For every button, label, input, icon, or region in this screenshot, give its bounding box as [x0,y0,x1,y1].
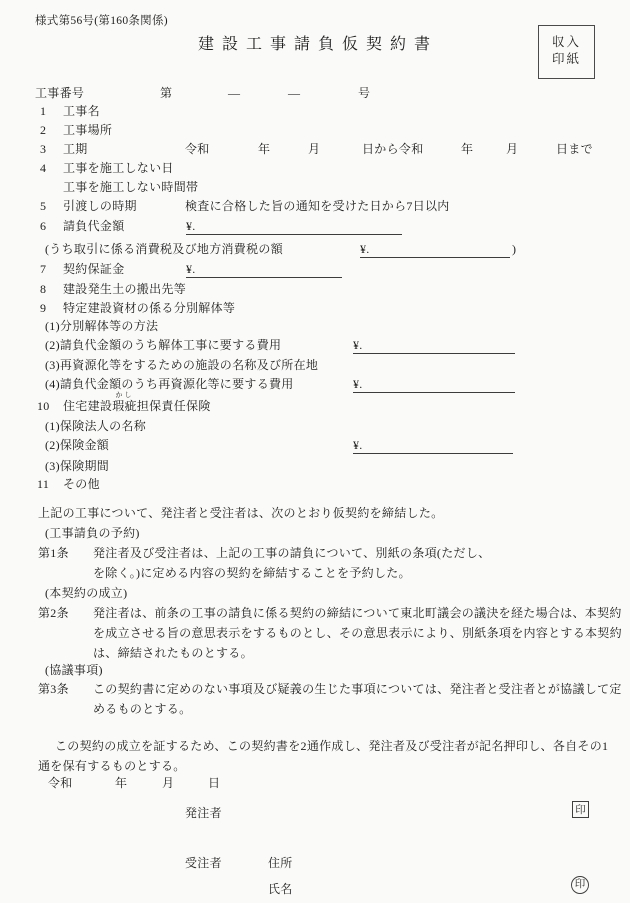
signature-date-era: 令和 [48,776,73,790]
item10-label-post: 担保責任保険 [136,399,211,413]
item9-number: 9 [40,301,47,315]
revenue-stamp-box [538,25,595,79]
signature-date-day: 日 [208,776,221,790]
contractor-label: 受注者 [185,856,222,870]
orderer-seal-mark: 印 [572,801,589,818]
item7-label: 契約保証金 [63,262,125,276]
item9-sub3: (3)再資源化等をするための施設の名称及び所在地 [45,358,319,372]
item9-sub1: (1)分別解体等の方法 [45,319,159,333]
item6-amount-line [186,234,402,235]
address-label: 住所 [268,856,293,870]
item5-number: 5 [40,199,47,213]
item1-number: 1 [40,104,47,118]
item3-label: 工期 [63,142,88,156]
item10-number: 10 [37,399,50,413]
intro-paragraph: 上記の工事について、発注者と受注者は、次のとおり仮契約を締結した。 [38,506,444,520]
item6-label: 請負代金額 [63,219,125,233]
article2-line3: は、締結されたものとする。 [93,646,253,660]
item9-sub4: (4)請負代金額のうち再資源化等に要する費用 [45,377,294,391]
item11-number: 11 [37,477,50,491]
article1-line1: 発注者及び受注者は、上記の工事の請負について、別紙の条項(ただし、 [93,546,491,560]
item10-label-pre: 住宅建設 [63,399,113,413]
item6-tax-yen-symbol: ¥. [360,242,370,256]
item9-sub4-yen-symbol: ¥. [353,377,363,391]
item10-sub2-yen-symbol: ¥. [353,438,363,452]
item8-number: 8 [40,282,47,296]
item10-sub3: (3)保険期間 [45,459,110,473]
article1-line2: を除く。)に定める内容の契約を締結することを予約した。 [93,566,411,580]
item5-value: 検査に合格した旨の通知を受けた日から7日以内 [185,199,450,213]
section1-heading: (工事請負の予約) [45,526,140,540]
contractor-seal-mark: 印 [571,876,589,894]
article2-number: 第2条 [38,606,69,620]
section3-heading: (協議事項) [45,663,103,677]
revenue-stamp-line2: 印紙 [551,52,581,66]
work-number-label: 工事番号 [35,86,85,100]
item2-number: 2 [40,123,47,137]
item9-sub2-amount-line [353,353,515,354]
item10-sub2-amount-line [353,453,513,454]
item6-number: 6 [40,219,47,233]
item3-month1: 月 [308,142,321,156]
section2-heading: (本契約の成立) [45,586,128,600]
item6-tax-close: ) [512,242,517,256]
item9-sub4-amount-line [353,392,515,393]
item1-label: 工事名 [63,104,100,118]
item10-label [63,391,211,413]
article1-number: 第1条 [38,546,69,560]
closing-line2: 通を保有するものとする。 [38,759,186,773]
work-number-suffix: 号 [358,86,371,100]
item3-era1: 令和 [185,142,210,156]
item6-tax-amount-line [360,257,510,258]
item4-label: 工事を施工しない日 [63,161,174,175]
item5-label: 引渡しの時期 [63,199,137,213]
signature-date-month: 月 [162,776,175,790]
item2-label: 工事場所 [63,123,113,137]
article2-line1: 発注者は、前条の工事の請負に係る契約の締結について東北町議会の議決を経た場合は、本契約 [93,606,622,620]
document-title: 建 設 工 事 請 負 仮 契 約 書 [197,36,432,53]
signature-date-year: 年 [115,776,128,790]
item7-number: 7 [40,262,47,276]
item4-label2: 工事を施工しない時間帯 [63,180,199,194]
item10-sub2: (2)保険金額 [45,438,110,452]
item3-day-end: 日まで [556,142,593,156]
item9-sub2: (2)請負代金額のうち解体工事に要する費用 [45,338,282,352]
item4-number: 4 [40,161,47,175]
item7-amount-line [186,277,342,278]
work-number-prefix: 第 [160,86,173,100]
article3-line2: めるものとする。 [93,702,192,716]
closing-line1: この契約の成立を証するため、この契約書を2通作成し、発注者及び受注者が記名押印し、各自その1 [55,739,609,753]
work-number-dash2: ― [288,86,301,100]
item6-tax-note: (うち取引に係る消費税及び地方消費税の額 [45,242,283,256]
item3-year1: 年 [258,142,271,156]
item3-number: 3 [40,142,47,156]
work-number-dash1: ― [228,86,241,100]
item6-yen-symbol: ¥. [186,219,196,233]
item9-sub2-yen-symbol: ¥. [353,338,363,352]
article3-number: 第3条 [38,682,69,696]
item3-day-to-era2: 日から令和 [362,142,424,156]
item9-label: 特定建設資材の係る分別解体等 [63,301,236,315]
article3-line1: この契約書に定めのない事項及び疑義の生じた事項については、発注者と受注者とが協議して定 [93,682,622,696]
article2-line2: を成立させる旨の意思表示をするものとし、その意思表示により、別紙条項を内容とする本契約 [93,626,622,640]
item3-year2: 年 [461,142,474,156]
name-label: 氏名 [268,882,293,896]
item10-ruby-base: 瑕疵 かし [112,391,137,413]
item7-yen-symbol: ¥. [186,262,196,276]
item3-month2: 月 [506,142,519,156]
item10-sub1: (1)保険法人の名称 [45,419,146,433]
item8-label: 建設発生土の搬出先等 [63,282,187,296]
revenue-stamp-line1: 収入 [551,35,581,49]
orderer-label: 発注者 [185,806,222,820]
form-number: 様式第56号(第160条関係) [35,15,168,27]
item11-label: その他 [63,477,100,491]
item10-ruby-text: かし [115,391,134,399]
